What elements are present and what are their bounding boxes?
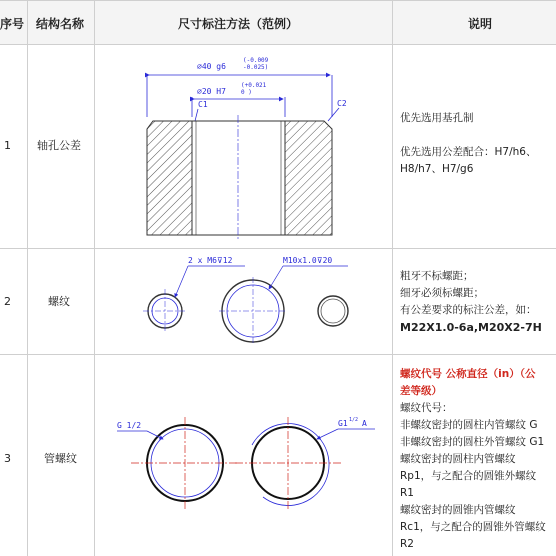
- row-1-description: [400, 110, 536, 178]
- row-3-drawing: [95, 355, 392, 556]
- pipe-thread-label-left: G 1/2: [117, 421, 142, 430]
- dim-outer-label: ∅40 g6: [197, 62, 226, 71]
- dim-outer-tol-lower: -0.025): [243, 64, 269, 71]
- row-3-description: [400, 366, 546, 553]
- desc-title-line-2: 差等级）: [400, 385, 442, 397]
- pipe-thread-label-right: G1: [338, 419, 348, 428]
- header-structure-name: 结构名称: [36, 17, 85, 31]
- desc-line: H8/h7、H7/g6: [400, 163, 474, 175]
- header-description: 说明: [468, 17, 493, 31]
- desc-line: 非螺纹密封的圆柱内管螺纹 G: [400, 419, 538, 431]
- row-3-index: 3: [4, 452, 11, 465]
- desc-line-example: M22X1.0-6a,M20X2-7H: [400, 321, 542, 334]
- desc-title-line-1: 螺纹代号 公称直径（in）（公: [400, 368, 536, 380]
- row-2-name: 螺纹: [48, 295, 70, 308]
- desc-line: 螺纹代号：: [400, 402, 453, 414]
- row-1-index: 1: [4, 139, 11, 152]
- pipe-thread-label-right-frac: 1/2: [349, 417, 359, 423]
- desc-line: Rc1，与之配合的圆锥外管螺纹: [400, 521, 546, 533]
- header-index: 序号: [0, 17, 25, 31]
- header-dimension-method: 尺寸标注方法（范例）: [178, 17, 299, 31]
- row-1-drawing: [95, 45, 392, 248]
- thread-callout-small: 2 x M6⊽12: [188, 256, 233, 265]
- desc-line: 优先选用基孔制: [400, 112, 474, 124]
- desc-spacer: [400, 127, 536, 144]
- chamfer-c1-label: C1: [198, 100, 208, 109]
- row-2-index: 2: [4, 295, 11, 308]
- divider: [27, 0, 28, 556]
- desc-line: R2: [400, 538, 414, 550]
- row-2-drawing: [95, 249, 392, 354]
- desc-line: 非螺纹密封的圆柱外管螺纹 G1: [400, 436, 545, 448]
- dim-inner-tol-lower: 0 ): [241, 89, 252, 96]
- desc-line: Rp1，与之配合的圆锥外螺纹: [400, 470, 537, 482]
- row-2-description: [400, 268, 542, 336]
- desc-line: 螺纹密封的圆柱内管螺纹: [400, 453, 516, 465]
- desc-line: 优先选用公差配合：H7/h6、: [400, 146, 537, 158]
- pipe-thread-label-right-suffix: A: [362, 419, 367, 428]
- divider: [0, 0, 556, 1]
- row-3-name: 管螺纹: [44, 452, 77, 465]
- row-1-name: 轴孔公差: [37, 139, 81, 152]
- dim-inner-label: ∅20 H7: [197, 87, 226, 96]
- desc-line: 细牙必须标螺距；: [400, 287, 484, 299]
- desc-line: 螺纹密封的圆锥内管螺纹: [400, 504, 516, 516]
- divider: [392, 0, 393, 556]
- chamfer-c2-label: C2: [337, 99, 347, 108]
- thread-callout-large: M10x1.0⊽20: [283, 256, 333, 265]
- desc-line: 粗牙不标螺距；: [400, 270, 474, 282]
- dim-outer-tol-upper: (-0.009: [243, 57, 269, 64]
- dim-inner-tol-upper: (+0.021: [241, 82, 267, 89]
- desc-line: 有公差要求的标注公差，如：: [400, 304, 537, 316]
- desc-line: R1: [400, 487, 414, 499]
